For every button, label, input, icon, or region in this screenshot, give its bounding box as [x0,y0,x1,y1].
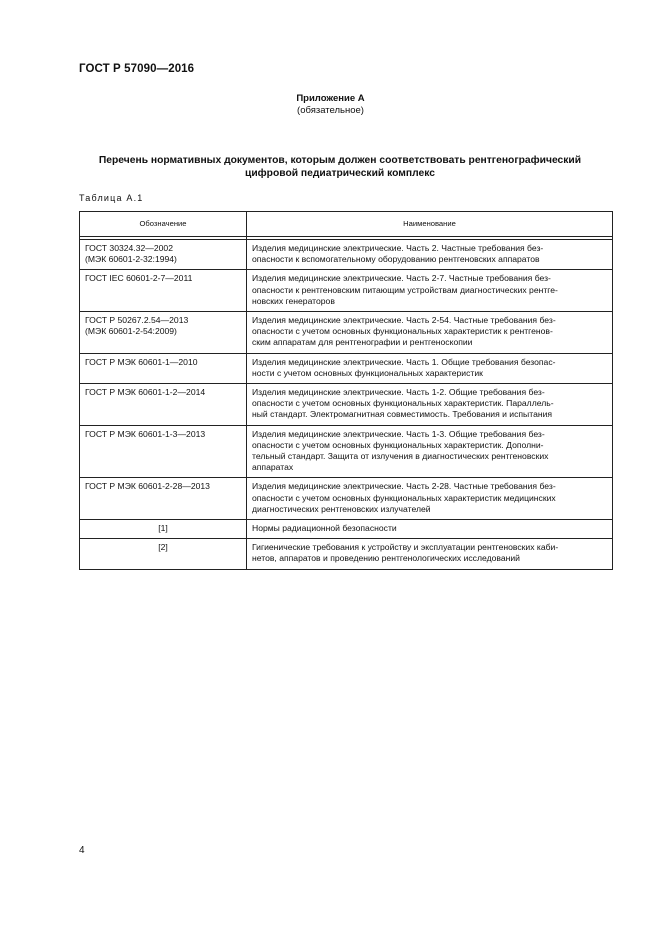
designation-cell [80,478,247,520]
table-row [80,312,613,354]
name-text-line: Изделия медицинские электрические. Часть 2. Частные требования без- [252,243,544,253]
column-header-name: Наименование [247,212,613,237]
appendix-subtitle: (обязательное) [297,105,364,116]
name-text-line: Гигиенические требования к устройству и эксплуатации рентгеновских каби- [252,542,559,553]
name-text-line: ности с учетом основных функциональных характеристик [252,367,483,378]
name-text-line: новских генераторов [252,295,335,306]
designation-cell [80,520,247,539]
name-text-line: нетов, аппаратов и проведению рентгенологических исследований [252,553,520,564]
name-text-line: опасности с учетом основных функциональных характеристик медицинских [252,492,556,503]
name-cell [247,312,613,354]
page-number: 4 [79,845,85,856]
document-header: ГОСТ Р 57090—2016 [79,63,195,75]
appendix-title: Приложение А [296,93,365,104]
name-text-line: опасности с учетом основных функциональных характеристик. Дополни- [252,439,544,450]
name-text-line: тельный стандарт. Защита от излучения в диагностических рентгеновских [252,451,549,462]
designation-cell [80,270,247,312]
designation-cell [80,425,247,478]
name-text-line: ный стандарт. Электромагнитная совместимость. Требования и испытания [252,409,553,420]
name-text-line: опасности с учетом основных функциональных характеристик к рентгенов- [252,326,553,337]
designation-text: [2] [158,542,168,553]
normative-documents-table [79,211,613,570]
table-row [80,520,613,539]
name-text-line: Изделия медицинские электрические. Часть 1-3. Общие требования без- [252,428,545,439]
table-row [80,539,613,569]
name-text-line: Изделия медицинские электрические. Часть 2-28. Частные требования без- [252,481,556,492]
column-header-designation: Обозначение [80,212,247,237]
name-text-line: Нормы радиационной безопасности [252,523,397,534]
designation-text: ГОСТ IEC 60601-2-7—2011 [85,273,193,284]
designation-cell [80,240,247,270]
designation-text: [1] [158,523,168,534]
designation-text: (МЭК 60601-2-54:2009) [85,326,177,337]
appendix-title-block [0,93,661,117]
table-row [80,425,613,478]
designation-text: ГОСТ Р МЭК 60601-1-3—2013 [85,428,206,439]
table-row [80,353,613,383]
name-cell [247,353,613,383]
designation-text: ГОСТ Р МЭК 60601-1—2010 [85,356,198,367]
designation-text: ГОСТ 30324.32—2002 [85,243,173,253]
designation-cell [80,384,247,426]
name-text-line: опасности к вспомогательному оборудованию рентгеновских аппаратов [252,254,540,265]
name-cell [247,539,613,569]
name-text-line: диагностических рентгеновских излучателей [252,503,431,514]
name-cell [247,384,613,426]
table-body [80,237,613,570]
name-cell [247,240,613,270]
designation-cell [80,353,247,383]
name-text-line: Изделия медицинские электрические. Часть 1-2. Общие требования без- [252,387,545,398]
section-heading-line: цифровой педиатрический комплекс [245,168,435,179]
name-text-line: Изделия медицинские электрические. Часть 1. Общие требования безопас- [252,356,556,367]
name-text-line: аппаратах [252,462,294,473]
designation-text: ГОСТ Р МЭК 60601-1-2—2014 [85,387,206,398]
table-row [80,478,613,520]
designation-cell [80,312,247,354]
designation-text: ГОСТ Р 50267.2.54—2013 [85,315,189,326]
name-cell [247,520,613,539]
table-caption: Таблица А.1 [79,193,144,203]
name-text-line: ским аппаратам для рентгенографии и рентгеноскопии [252,337,473,348]
name-text-line: Изделия медицинские электрические. Часть 2-54. Частные требования без- [252,315,556,326]
section-heading [70,154,610,180]
name-cell [247,270,613,312]
designation-cell [80,539,247,569]
name-text-line: опасности с учетом основных функциональных характеристик. Параллель- [252,398,554,409]
section-heading-line: Перечень нормативных документов, которым должен соответствовать рентгенографический [98,155,582,166]
table-row [80,270,613,312]
name-cell [247,425,613,478]
designation-text: (МЭК 60601-2-32:1994) [85,254,177,265]
name-cell [247,478,613,520]
table-header-row [80,212,613,237]
name-text-line: Изделия медицинские электрические. Часть 2-7. Частные требования без- [252,273,551,284]
table-row [80,384,613,426]
name-text-line: опасности к рентгеновским питающим устройствам диагностических рентге- [252,284,558,295]
table-row [80,240,613,270]
designation-text: ГОСТ Р МЭК 60601-2-28—2013 [85,481,210,492]
